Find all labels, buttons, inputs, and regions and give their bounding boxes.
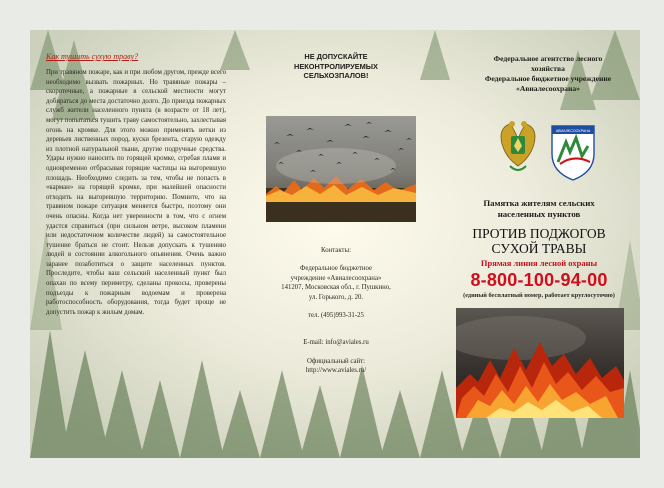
- contacts-block: [234, 246, 438, 376]
- warning-line: НЕ ДОПУСКАЙТЕ: [304, 52, 368, 61]
- main-headline: [438, 226, 640, 256]
- address: 141207, Московская обл., г. Пушкино,: [281, 284, 391, 292]
- instructions-text: При травяном пожаре, как и при любом другом, прежде всего необходимо вызвать пожарных. Но травяные пожары – скоротечные, а пожарные в сельской местности могут добираться до места достаточно долго. До приезда пожарных служб жители населенного пункта (в возрасте от 18 лет), могут попытаться тушить траву самостоятельно, захлестывая огонь на кромке. Для этого можно применять ветки из деревьев лиственных пород, куски брезента, старую одежду из плотной натуральной ткани, другие подручные средства. Удары нужно наносить по горящей кромке, сгребая пламя и одновременно отбрасывая горящие частицы на выгоревшую площадь. Необходимо следить за тем, чтобы не попасть в «карман» на горящей кромке, при малейшей опасности отходить на выгоревшую территорию. Помните, что на травяном пожаре ситуация меняется быстро, поэтому они очень опасны. Когда нет уверенности в том, что с огнем удастся справиться (при сильном ветре, высоком пламени или недостаточном количестве людей) за самостоятельное тушение браться не стоит. Нельзя допускать к тушению людей в состоянии алкогольного опьянения. Очень важно заранее позаботиться о защите населенных пунктов. Проследите, чтобы ваш сельский населенный пункт был опахан по всему периметру, сделаны прокосы, проверены подъезды к пожарным водоемам и проверена работоспособность оборудования, тогда будет проще не допустить пожар к жилым домам.: [46, 69, 226, 316]
- agency-line: Федеральное бюджетное учреждение: [484, 74, 612, 83]
- agency-line: хозяйства: [531, 64, 565, 73]
- headline-line: ПРОТИВ ПОДЖОГОВ: [472, 226, 606, 241]
- hotline-label: Прямая линия лесной охраны: [480, 258, 598, 268]
- grass-fire-birds-photo: [266, 116, 416, 222]
- coat-of-arms-icon: [501, 121, 535, 170]
- headline-line: СУХОЙ ТРАВЫ: [491, 241, 587, 256]
- address: ул. Горького, д. 20.: [308, 293, 364, 301]
- site-url: http://www.aviales.ru/: [305, 367, 367, 375]
- hotline-note: (единый бесплатный номер, работает круглосуточно): [463, 292, 615, 299]
- memo-subtitle: [438, 198, 640, 219]
- section-question: Как тушить сухую траву?: [46, 52, 139, 61]
- warning-line: НЕКОНТРОЛИРУЕМЫХ: [294, 61, 378, 71]
- field-fire-photo: [456, 308, 624, 418]
- emblems: [496, 114, 600, 184]
- avialesookhrana-logo-icon: [552, 126, 594, 180]
- right-panel: [438, 30, 640, 458]
- warning-line: СЕЛЬХОЗПАЛОВ!: [303, 71, 369, 80]
- site-label: Официальный сайт:: [307, 357, 365, 365]
- phone-contact: тел. (495)993-31-25: [308, 312, 364, 320]
- memo-line: Памятка жителям сельских: [483, 198, 595, 208]
- warning-heading: [234, 52, 438, 81]
- hotline-number: 8-800-100-94-00: [470, 270, 608, 290]
- email-contact: E-mail: info@aviales.ru: [303, 339, 369, 347]
- agency-heading: [456, 54, 640, 94]
- memo-line: населенных пунктов: [497, 208, 581, 219]
- contacts-title: Контакты:: [321, 247, 351, 254]
- org-name: Федеральное бюджетное: [300, 265, 372, 273]
- left-panel: [30, 30, 234, 458]
- middle-panel: [234, 30, 438, 458]
- org-name: учреждение «Авиалесоохрана»: [290, 274, 382, 282]
- brochure-sheet: [30, 30, 640, 458]
- svg-text:АВИАЛЕСООХРАНА: АВИАЛЕСООХРАНА: [555, 129, 591, 133]
- agency-line: Федеральное агентство лесного: [493, 54, 603, 63]
- agency-line: «Авиалесоохрана»: [516, 84, 580, 93]
